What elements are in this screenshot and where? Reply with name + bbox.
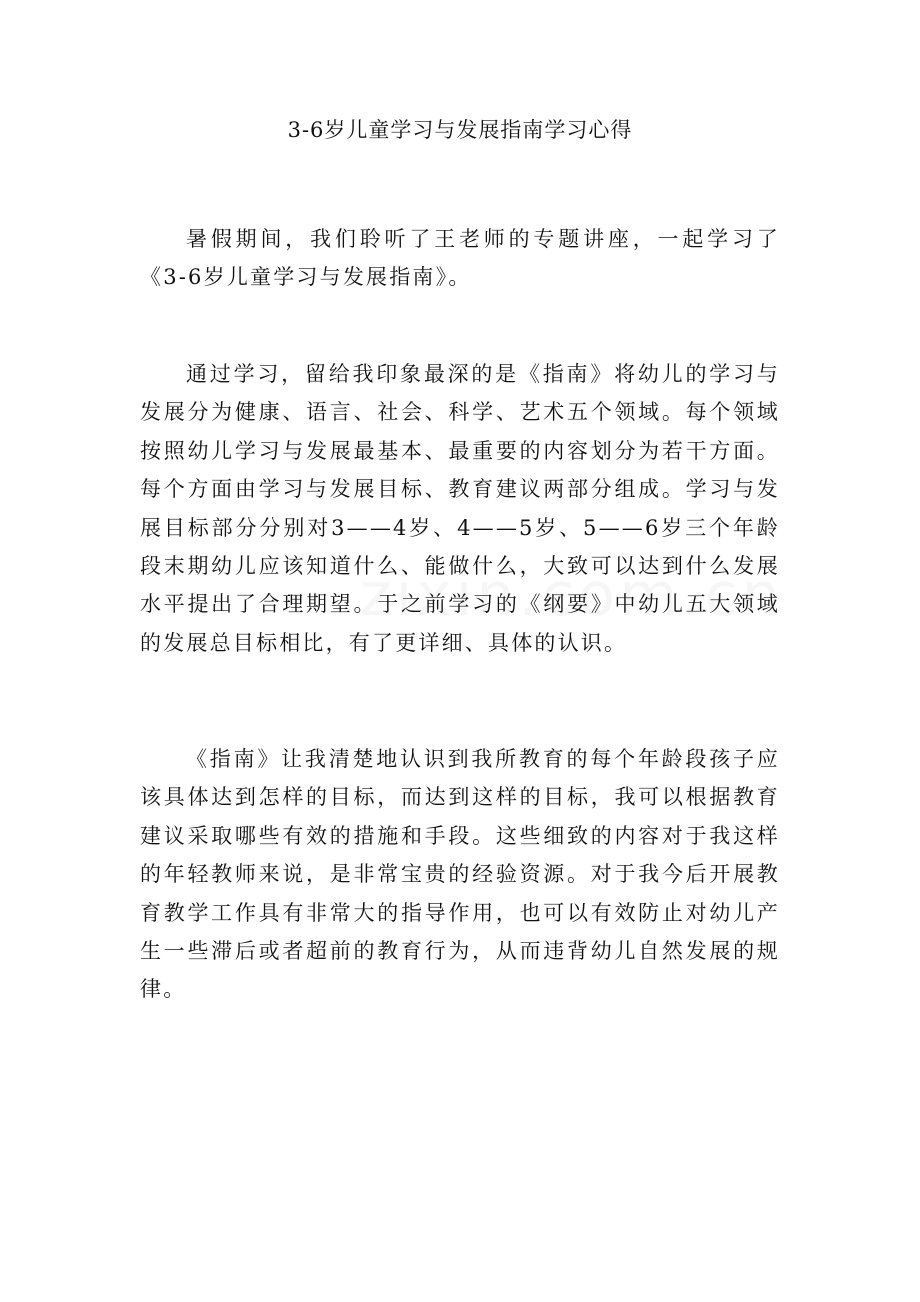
paragraph-3: 《指南》让我清楚地认识到我所教育的每个年龄段孩子应该具体达到怎样的目标，而达到这样的目标，我可以根据教育建议采取哪些有效的措施和手段。这些细致的内容对于我这样的年轻教师来说，是非常宝贵的经验资源。对于我今后开展教育教学工作具有非常大的指导作用，也可以有效防止对幼儿产生一些滞后或者超前的教育行为，从而违背幼儿自然发展的规律。: [140, 747, 780, 1002]
paragraph-1: 暑假期间，我们聆听了王老师的专题讲座，一起学习了《3-6岁儿童学习与发展指南》。: [140, 227, 780, 290]
paragraph-2: 通过学习，留给我印象最深的是《指南》将幼儿的学习与发展分为健康、语言、社会、科学、艺术五个领域。每个领域按照幼儿学习与发展最基本、最重要的内容划分为若干方面。每个方面由学习与发展目标、教育建议两部分组成。学习与发展目标部分分别对3——4岁、4——5岁、5——6岁三个年龄段末期幼儿应该知道什么、能做什么，大致可以达到什么发展水平提出了合理期望。于之前学习的《纲要》中幼儿五大领域的发展总目标相比，有了更详细、具体的认识。: [140, 362, 780, 655]
page-title: 3-6岁儿童学习与发展指南学习心得: [287, 118, 633, 142]
